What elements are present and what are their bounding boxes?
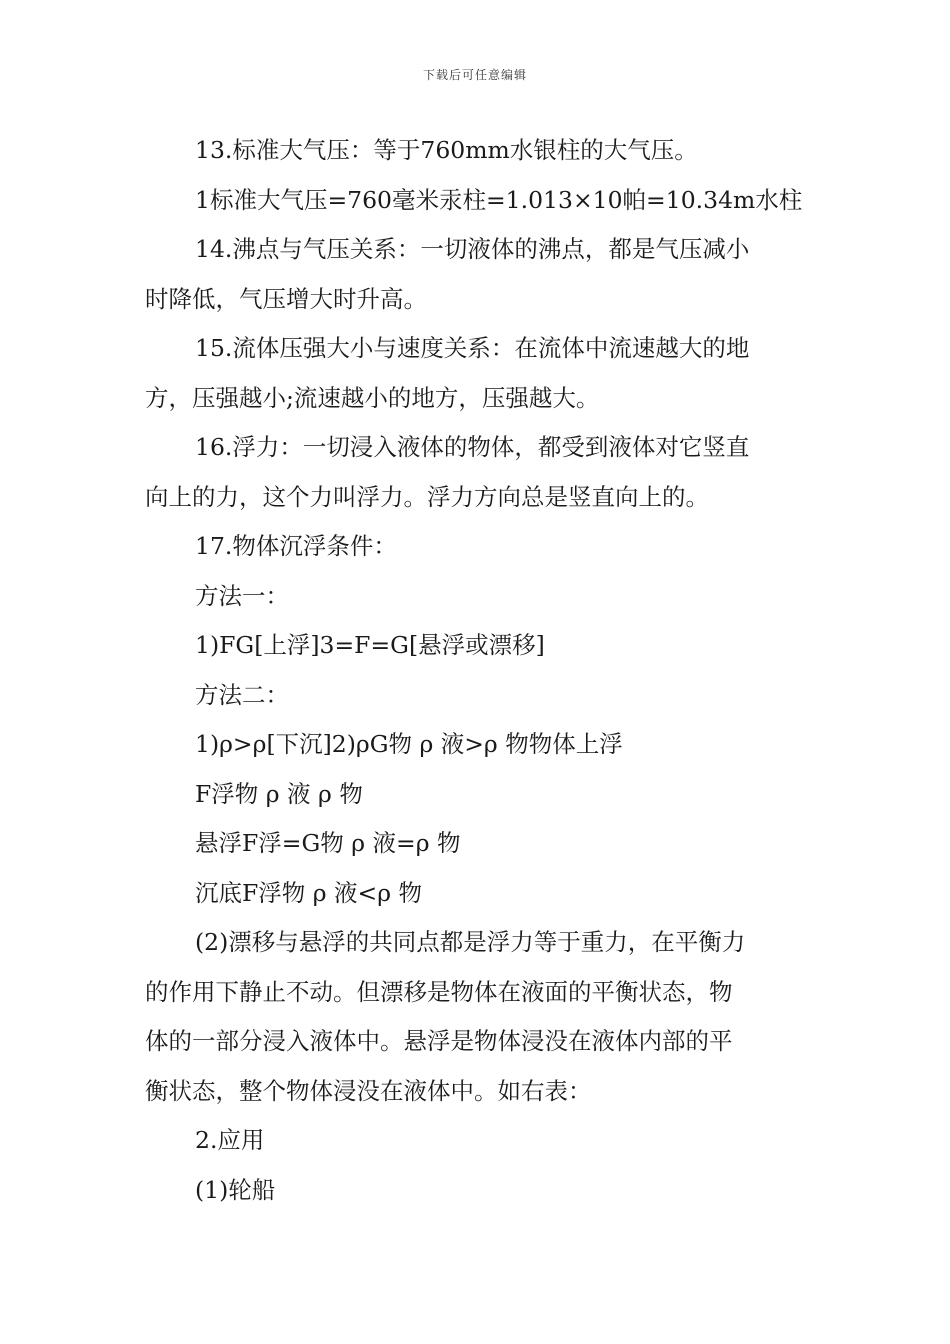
paragraph-line: 方，压强越小;流速越小的地方，压强越大。 [145,383,600,412]
paragraph-line: 13.标准大气压：等于760mm水银柱的大气压。 [195,136,698,164]
paragraph-line: 14.沸点与气压关系：一切液体的沸点，都是气压减小 [195,235,750,263]
paragraph-line: 1)FG[上浮]3=F=G[悬浮或漂移] [195,631,545,659]
paragraph-line: 方法二： [195,680,289,709]
paragraph-line: 的作用下静止不动。但漂移是物体在液面的平衡状态，物 [145,977,733,1006]
paragraph-line: 悬浮F浮=G物 ρ 液=ρ 物 [195,829,461,857]
paragraph-line: (2)漂移与悬浮的共同点都是浮力等于重力，在平衡力 [195,928,746,956]
paragraph-line: 体的一部分浸入液体中。悬浮是物体浸没在液体内部的平 [145,1027,733,1055]
page-header: 下载后可任意编辑 [422,68,527,82]
paragraph-line: F浮物 ρ 液 ρ 物 [195,779,363,808]
paragraph-line: 2.应用 [195,1126,265,1154]
document-body [145,126,805,1215]
paragraph-line: 时降低，气压增大时升高。 [145,284,427,313]
paragraph-line: 15.流体压强大小与速度关系：在流体中流速越大的地 [195,334,750,362]
paragraph-line: 17.物体沉浮条件： [195,532,397,560]
paragraph-line: 衡状态，整个物体浸没在液体中。如右表： [145,1076,592,1105]
paragraph-line: 沉底F浮物 ρ 液<ρ 物 [195,878,423,907]
paragraph-line: 16.浮力：一切浸入液体的物体，都受到液体对它竖直 [195,433,750,461]
paragraph-line: 向上的力，这个力叫浮力。浮力方向总是竖直向上的。 [145,482,709,511]
paragraph-line: 1)ρ>ρ[下沉]2)ρG物 ρ 液>ρ 物物体上浮 [195,730,623,758]
paragraph-line: 1标准大气压=760毫米汞柱=1.013×10帕=10.34m水柱 [195,185,803,214]
paragraph-line: (1)轮船 [195,1175,276,1204]
paragraph-line: 方法一： [195,581,289,610]
